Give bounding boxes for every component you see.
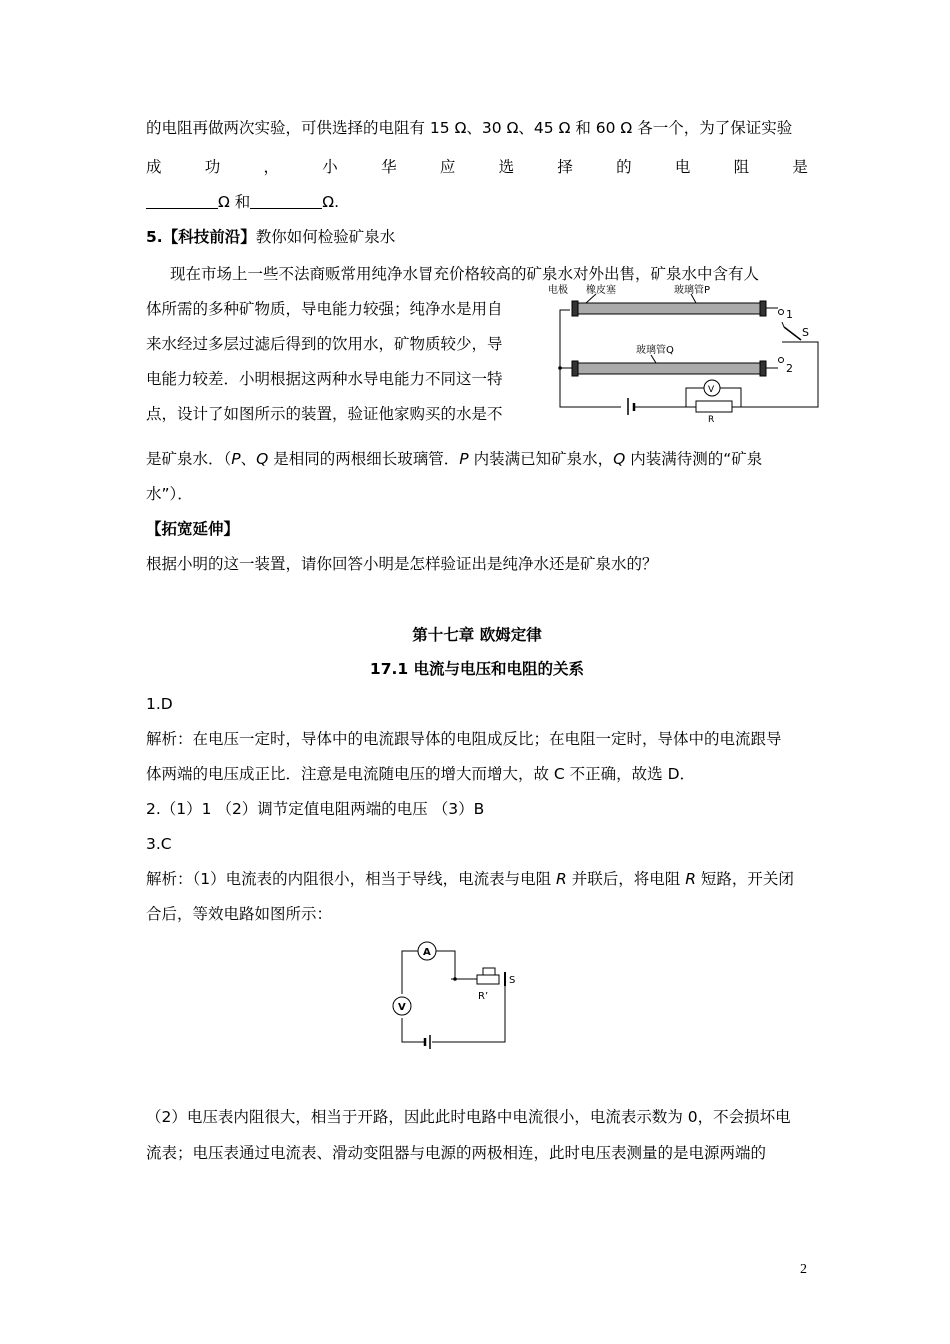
q5-para-5: 点，设计了如图所示的装置，验证他家购买的水是不 <box>146 405 503 423</box>
var-q: Q <box>256 450 269 468</box>
char: 应 <box>439 158 456 176</box>
wire <box>432 986 505 1042</box>
char: 功 <box>204 158 221 176</box>
var-r: R <box>556 870 567 888</box>
conductivity-apparatus-diagram <box>546 282 822 425</box>
char: 阻 <box>733 158 750 176</box>
char: 电 <box>674 158 691 176</box>
blank-line <box>146 192 339 212</box>
chapter-title: 第十七章 欧姆定律 <box>412 626 542 644</box>
junction-dot <box>558 366 562 370</box>
equivalent-circuit-diagram <box>385 938 520 1053</box>
text-line: 的电阻再做两次实验，可供选择的电阻有 15 Ω、30 Ω、45 Ω 和 60 Ω 各一个，为了保证实验 <box>146 119 793 137</box>
rubber-stopper <box>572 361 578 376</box>
rubber-stopper <box>572 301 578 316</box>
seg: 是矿泉水．（ <box>146 450 232 468</box>
wire <box>560 310 621 407</box>
label-rubber-stopper: 橡皮塞 <box>586 285 616 296</box>
leader-line <box>651 355 656 363</box>
junction-dot <box>453 977 457 981</box>
seg: 、 <box>240 450 257 468</box>
answer-blank-2[interactable] <box>250 192 322 209</box>
var-p: P <box>459 450 469 468</box>
wire <box>686 388 704 407</box>
terminal-1 <box>779 310 784 315</box>
answer-1-explanation-cont: 体两端的电压成正比．注意是电流随电压的增大而增大，故 C 不正确，故选 D． <box>146 765 696 783</box>
label-s: S <box>802 326 809 339</box>
q5-number: 5. <box>146 228 163 246</box>
var-q: Q <box>613 450 626 468</box>
char: 华 <box>381 158 397 176</box>
answer-1: 1.D <box>146 695 173 713</box>
q5-para-4: 电能力较差．小明根据这两种水导电能力不同这一特 <box>146 370 503 388</box>
rheostat-r <box>477 975 499 984</box>
var-p: P <box>231 450 241 468</box>
seg: 内装满待测的“矿泉 <box>625 450 763 468</box>
q5-tag: 【科技前沿】 <box>162 228 256 246</box>
q5-heading <box>146 227 395 247</box>
char: 择 <box>557 158 573 176</box>
wire <box>402 1018 425 1042</box>
answer-2: 2.（1）1 （2）调节定值电阻两端的电压 （3）B <box>146 800 485 818</box>
answer-blank-1[interactable] <box>146 192 218 209</box>
char: ， <box>263 158 280 176</box>
omega-end: Ω. <box>322 193 340 211</box>
q5-para-1: 现在市场上一些不法商贩常用纯净水冒充价格较高的矿泉水对外出售，矿泉水中含有人 <box>170 265 760 283</box>
label-v: V <box>708 385 715 395</box>
char: 是 <box>792 158 808 176</box>
char: 成 <box>146 158 162 176</box>
seg: 是相同的两根细长玻璃管． <box>268 450 460 468</box>
q5-title: 教你如何检验矿泉水 <box>255 228 396 246</box>
answer-3: 3.C <box>146 835 172 853</box>
q5-para-2: 体所需的多种矿物质，导电能力较强；纯净水是用自 <box>146 300 503 318</box>
wire <box>436 951 455 979</box>
extension-question: 根据小明的这一装置，请你回答小明是怎样验证出是纯净水还是矿泉水的？ <box>146 555 658 573</box>
q5-para-3: 来水经过多层过滤后得到的饮用水，矿物质较少，导 <box>146 335 503 353</box>
char: 小 <box>322 158 338 176</box>
label-s: S <box>509 975 516 986</box>
rheostat-slider <box>483 968 495 975</box>
q5-para-6 <box>146 449 762 469</box>
q5-para-7: 水”）． <box>146 485 193 503</box>
resistor-r <box>696 401 732 412</box>
label-r-prime: R’ <box>478 991 489 1002</box>
justified-line <box>146 157 808 177</box>
answer-3-explanation-cont: 合后，等效电路如图所示： <box>146 905 333 923</box>
seg: 内装满已知矿泉水， <box>468 450 614 468</box>
label-a: A <box>423 947 431 958</box>
glass-tube-q <box>578 363 760 374</box>
var-r: R <box>685 870 696 888</box>
label-2: 2 <box>786 362 793 375</box>
seg: 短路，开关闭 <box>695 870 794 888</box>
seg: 并联后，将电阻 <box>566 870 686 888</box>
label-r: R <box>708 415 715 425</box>
glass-tube-p <box>578 303 760 314</box>
extension-tag: 【拓宽延伸】 <box>146 520 240 538</box>
label-electrode: 电极 <box>548 285 568 296</box>
seg: 解析：（1）电流表的内阻很小，相当于导线，电流表与电阻 <box>146 870 557 888</box>
terminal-2 <box>779 358 784 363</box>
label-tube-p: 玻璃管P <box>674 285 711 296</box>
rubber-stopper <box>760 361 766 376</box>
omega-and: Ω 和 <box>218 193 251 211</box>
answer-1-explanation: 解析：在电压一定时，导体中的电流跟导体的电阻成反比；在电阻一定时，导体中的电流跟导 <box>146 730 782 748</box>
answer-3-explanation <box>146 869 794 889</box>
rubber-stopper <box>760 301 766 316</box>
label-v: V <box>398 1002 406 1013</box>
answer-3-part-2-cont: 流表；电压表通过电流表、滑动变阻器与电源的两极相连，此时电压表测量的是电源两端的 <box>146 1144 767 1162</box>
page-number: 2 <box>800 1262 807 1277</box>
switch-s <box>784 327 801 340</box>
answer-3-part-2: （2）电压表内阻很大，相当于开路，因此此时电路中电流很小，电流表示数为 0，不会损坏电 <box>146 1108 791 1126</box>
char: 选 <box>498 158 515 176</box>
label-1: 1 <box>786 308 793 321</box>
label-tube-q: 玻璃管Q <box>636 345 674 356</box>
wire <box>720 388 741 407</box>
char: 的 <box>616 158 632 176</box>
section-title: 17.1 电流与电压和电阻的关系 <box>369 660 585 678</box>
wire <box>402 951 418 994</box>
wire <box>782 322 784 327</box>
